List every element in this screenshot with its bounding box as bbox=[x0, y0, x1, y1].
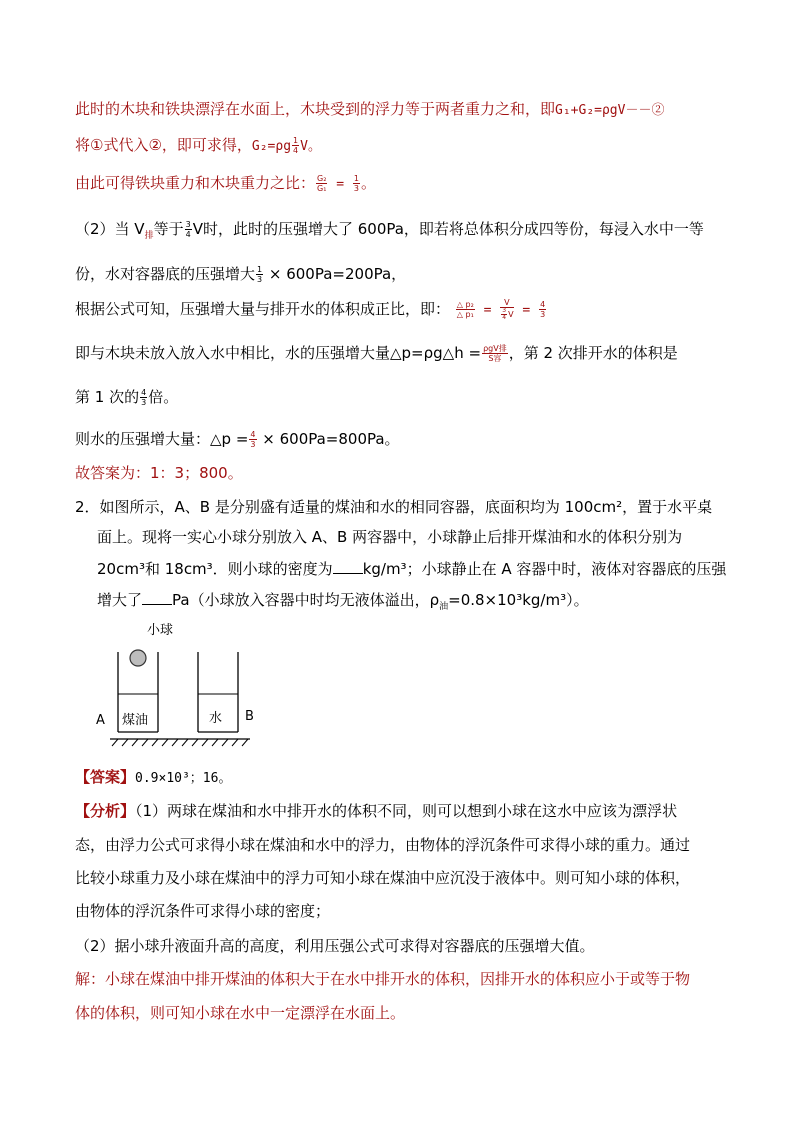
answer-blank bbox=[142, 590, 172, 605]
text-line: 根据公式可知，压强增大量与排开水的体积成正比，即： $\frac{\text{△ p₂}}{\text{△ p₁}}$ = V $\frac{3}{4}$ V = $\frac{4}{3}$ bbox=[75, 298, 546, 321]
fraction: $\frac{1}{3}$ bbox=[257, 265, 263, 284]
text-line: 即与木块未放入放入水中相比，水的压强增大量△p=ρg△h = $\frac{\text{ρgV排}}{\text{S容}}$ ，第 2 次排开水的体积是 bbox=[75, 344, 678, 363]
container-a-label: A bbox=[96, 713, 105, 728]
text-line: 面上。现将一实心小球分别放入 A、B 两容器中，小球静止后排开煤油和水的体积分别为 bbox=[97, 528, 683, 546]
fraction: $\frac{3}{4}$ bbox=[185, 220, 191, 239]
fraction: $\frac{4}{3}$ bbox=[250, 430, 256, 449]
text-line: （2）当 $V_排$等于 $\frac{3}{4}$ V时，此时的压强增大了 600Pa，即若将总体积分成四等份，每浸入水中一等 bbox=[75, 220, 704, 241]
analysis-line: 【分析】（1）两球在煤油和水中排开水的体积不同，则可以想到小球在这水中应该为漂浮状 bbox=[75, 802, 678, 820]
container-b-label: B bbox=[245, 709, 254, 724]
fraction: V $\frac{3}{4}$ V bbox=[502, 298, 514, 321]
text-line: 由此可得铁块重力和木块重力之比： $\frac{\text{G₂}}{\text{G₁}}$ = $\frac{1}{3}$ 。 bbox=[75, 174, 377, 193]
liquid-a-label: 煤油 bbox=[122, 713, 149, 728]
text-line: 比较小球重力及小球在煤油中的浮力可知小球在煤油中应沉没于液体中。则可知小球的体积， bbox=[75, 869, 691, 887]
text-line: 增大了 Pa（小球放入容器中时均无液体溢出，$\rho_油=0.8\times 10^3kg/m^3$）。 bbox=[97, 591, 589, 612]
answer-blank bbox=[333, 559, 363, 574]
text-line: 将①式代入②，即可求得，G₂=ρg $\frac{1}{4}$ V。 bbox=[75, 136, 321, 155]
text-line: 20cm³和 18cm³．则小球的密度为 kg/m³；小球静止在 A 容器中时，液体对容器底的压强 bbox=[97, 560, 727, 578]
question-2: 2．如图所示，A、B 是分别盛有适量的煤油和水的相同容器，底面积均为 100cm²，置于水平桌 bbox=[75, 498, 713, 516]
text-line: 此时的木块和铁块漂浮在水面上，木块受到的浮力等于两者重力之和，即G₁+G₂=ρgV－－② bbox=[75, 100, 665, 118]
ball-label: 小球 bbox=[147, 623, 174, 638]
answer-line: 【答案】0.9×10³；16。 bbox=[75, 768, 232, 786]
fraction: $\frac{4}{3}$ bbox=[540, 300, 546, 319]
fraction: $\frac{1}{4}$ bbox=[293, 136, 299, 155]
text-line: 态，由浮力公式可求得小球在煤油和水中的浮力，由物体的浮沉条件可求得小球的重力。通过 bbox=[75, 836, 691, 854]
liquid-b-label: 水 bbox=[209, 711, 223, 726]
text-line: 则水的压强增大量：△p = $\frac{4}{3}$ × 600Pa=800Pa。 bbox=[75, 430, 400, 449]
text-line: 份，水对容器底的压强增大 $\frac{1}{3}$ × 600Pa=200Pa， bbox=[75, 265, 407, 284]
text-line: 第 1 次的 $\frac{4}{3}$ 倍。 bbox=[75, 388, 179, 407]
containers-diagram bbox=[88, 620, 258, 750]
fraction: $\frac{4}{3}$ bbox=[141, 388, 147, 407]
fraction: $\frac{\text{G₂}}{\text{G₁}}$ bbox=[317, 174, 327, 193]
text-line: 故答案为：1：3；800。 bbox=[75, 464, 243, 482]
fraction: $\frac{\text{△ p₂}}{\text{△ p₁}}$ bbox=[456, 300, 474, 319]
ball bbox=[130, 650, 146, 666]
text-line: 体的体积，则可知小球在水中一定漂浮在水面上。 bbox=[75, 1004, 406, 1022]
fraction: $\frac{\text{ρgV排}}{\text{S容}}$ bbox=[483, 344, 507, 363]
text-line: 由物体的浮沉条件可求得小球的密度； bbox=[75, 902, 331, 920]
text-line: （2）据小球升液面升高的高度，利用压强公式可求得对容器底的压强增大值。 bbox=[75, 937, 595, 955]
solution-line: 解：小球在煤油中排开煤油的体积大于在水中排开水的体积，因排开水的体积应小于或等于物 bbox=[75, 970, 691, 988]
fraction: $\frac{1}{3}$ bbox=[353, 174, 359, 193]
